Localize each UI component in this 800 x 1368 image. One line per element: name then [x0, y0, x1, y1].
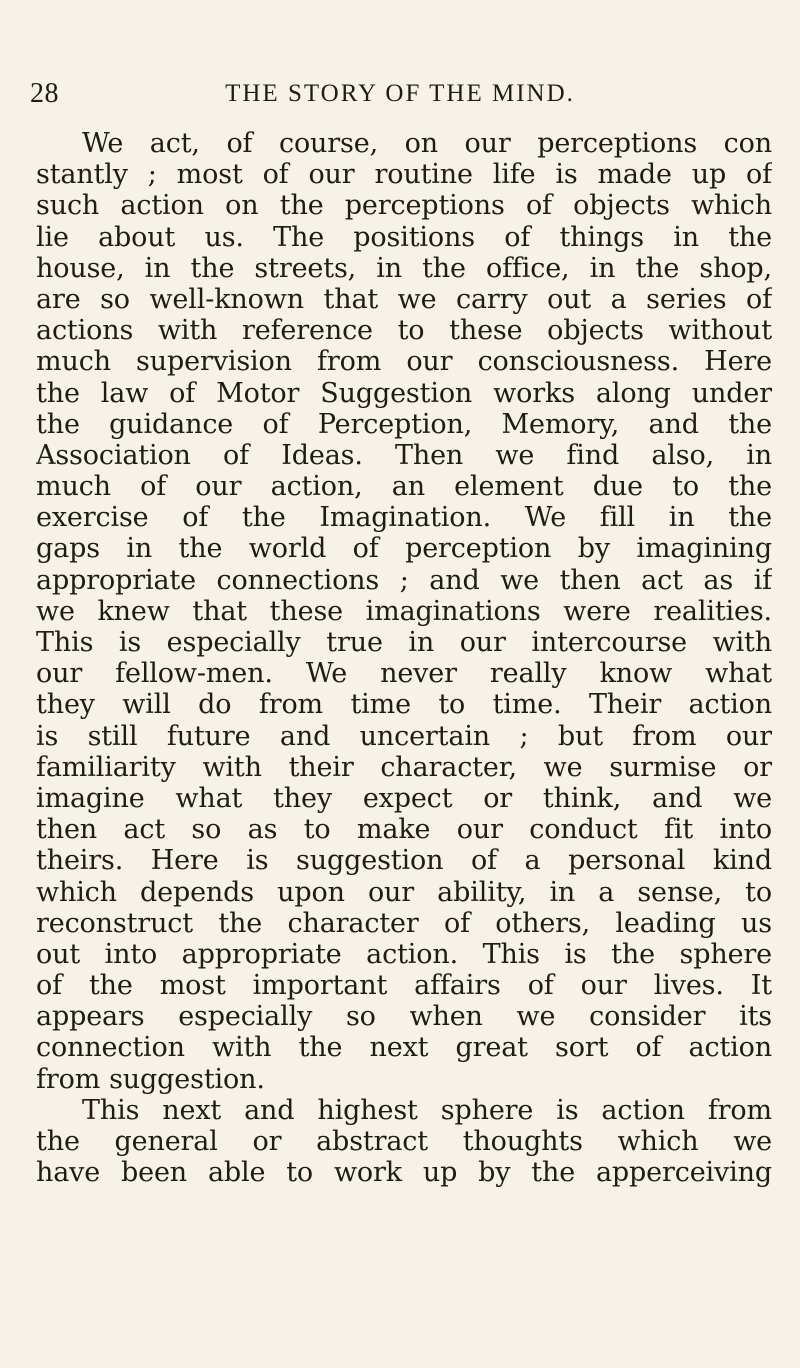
text-line: reconstruct the character of others, leading us	[36, 907, 772, 939]
text-line: our fellow-men. We never really know what	[36, 658, 772, 690]
running-head: THE STORY OF THE MIND.	[225, 80, 575, 107]
text-line: appears especially so when we consider its	[36, 1001, 772, 1033]
text-line: theirs. Here is suggestion of a personal kind	[36, 845, 772, 877]
text-line: actions with reference to these objects without	[36, 315, 772, 347]
text-line: gaps in the world of perception by imagining	[36, 533, 772, 565]
text-line: then act so as to make our conduct fit into	[36, 814, 772, 846]
text-line: connection with the next great sort of action	[36, 1032, 772, 1064]
text-line: much supervision from our consciousness. Here	[36, 346, 772, 378]
text-line: such action on the perceptions of objects which	[36, 190, 772, 222]
text-line: we knew that these imaginations were realities.	[36, 595, 772, 627]
text-line: the guidance of Perception, Memory, and the	[36, 408, 772, 440]
text-line: they will do from time to time. Their action	[36, 689, 772, 721]
text-line: out into appropriate action. This is the sphere	[36, 938, 772, 970]
text-line: Association of Ideas. Then we find also, in	[36, 439, 772, 471]
text-line: imagine what they expect or think, and we	[36, 782, 772, 814]
text-line: This is especially true in our intercourse with	[36, 627, 772, 658]
body-text	[36, 128, 772, 1188]
text-line: of the most important affairs of our lives. It	[36, 970, 772, 1002]
text-line: from suggestion.	[36, 1063, 265, 1095]
text-line: are so well-known that we carry out a series of	[36, 283, 772, 315]
page-header	[30, 78, 770, 118]
text-line: have been able to work up by the apperceiving	[36, 1157, 772, 1189]
text-line: familiarity with their character, we surmise or	[36, 751, 772, 783]
paragraph-1	[36, 128, 772, 1095]
text-line: much of our action, an element due to the	[36, 471, 772, 503]
text-line: exercise of the Imagination. We fill in the	[36, 502, 772, 534]
text-line: stantly ; most of our routine life is made up of	[36, 159, 772, 191]
text-line: which depends upon our ability, in a sense, to	[36, 876, 772, 908]
paragraph-2	[36, 1095, 772, 1189]
text-line: appropriate connections ; and we then act as if	[36, 564, 772, 596]
text-line: is still future and uncertain ; but from our	[36, 720, 772, 752]
text-line: This next and highest sphere is action from	[82, 1094, 772, 1126]
text-line: the law of Motor Suggestion works along under	[36, 377, 772, 409]
text-line: lie about us. The positions of things in the	[36, 221, 772, 253]
text-line: house, in the streets, in the office, in the shop,	[36, 252, 772, 284]
text-line: the general or abstract thoughts which we	[36, 1126, 772, 1157]
text-line: We act, of course, on our perceptions con	[82, 128, 772, 159]
page-number: 28	[30, 78, 59, 109]
